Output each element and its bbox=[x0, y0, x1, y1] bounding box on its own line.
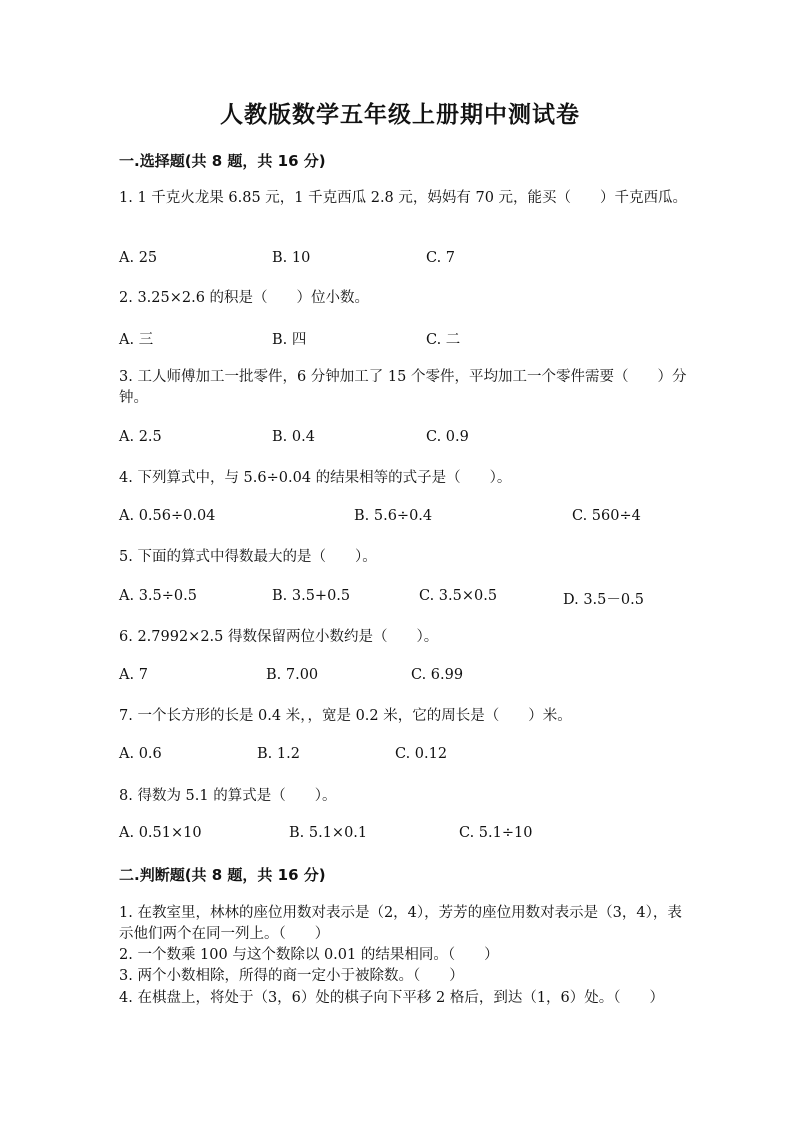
question-3-option-a: A. 2.5 bbox=[119, 429, 162, 445]
judgement-4-text: 4. 在棋盘上，将处于（3，6）处的棋子向下平移 2 格后，到达（1，6）处。（ ） bbox=[119, 990, 665, 1006]
question-3-option-b: B. 0.4 bbox=[272, 429, 315, 445]
question-4-option-a: A. 0.56÷0.04 bbox=[119, 508, 216, 524]
question-7-option-c: C. 0.12 bbox=[395, 746, 448, 762]
question-8-option-b: B. 5.1×0.1 bbox=[289, 825, 368, 841]
question-6-option-c: C. 6.99 bbox=[411, 667, 464, 683]
question-5-option-b: B. 3.5+0.5 bbox=[272, 588, 351, 604]
question-7-text: 7. 一个长方形的长是 0.4 米，，宽是 0.2 米，它的周长是（ ）米。 bbox=[119, 708, 572, 724]
question-6-text: 6. 2.7992×2.5 得数保留两位小数约是（ ）。 bbox=[119, 629, 439, 645]
question-5-option-d: D. 3.5－0.5 bbox=[563, 592, 644, 608]
question-8-option-a: A. 0.51×10 bbox=[119, 825, 202, 841]
question-4-text: 4. 下列算式中，与 5.6÷0.04 的结果相等的式子是（ ）。 bbox=[119, 470, 512, 486]
question-5-text: 5. 下面的算式中得数最大的是（ ）。 bbox=[119, 549, 377, 565]
question-3-text: 3. 工人师傅加工一批零件，6 分钟加工了 15 个零件，平均加工一个零件需要（ ）分钟。 bbox=[119, 369, 687, 406]
judgement-1-text: 1. 在教室里，林林的座位用数对表示是（2，4），芳芳的座位用数对表示是（3，4），表示他们两个在同一列上。（ ） bbox=[119, 905, 682, 942]
question-3-option-c: C. 0.9 bbox=[426, 429, 469, 445]
question-2-option-b: B. 四 bbox=[272, 332, 307, 348]
question-1-option-c: C. 7 bbox=[426, 250, 456, 266]
page-title: 人教版数学五年级上册期中测试卷 bbox=[220, 102, 580, 128]
question-8-text: 8. 得数为 5.1 的算式是（ ）。 bbox=[119, 788, 337, 804]
question-1-text: 1. 1 千克火龙果 6.85 元，1 千克西瓜 2.8 元，妈妈有 70 元，能买（ ）千克西瓜。 bbox=[119, 190, 688, 206]
question-5-option-a: A. 3.5÷0.5 bbox=[119, 588, 197, 604]
judgement-3-text: 3. 两个小数相除，所得的商一定小于被除数。（ ） bbox=[119, 968, 464, 984]
question-4-option-b: B. 5.6÷0.4 bbox=[354, 508, 433, 524]
question-2-option-c: C. 二 bbox=[426, 332, 461, 348]
question-8-option-c: C. 5.1÷10 bbox=[459, 825, 533, 841]
question-7-option-a: A. 0.6 bbox=[119, 746, 162, 762]
judgement-2-text: 2. 一个数乘 100 与这个数除以 0.01 的结果相同。（ ） bbox=[119, 947, 499, 963]
question-6-option-b: B. 7.00 bbox=[266, 667, 319, 683]
question-5-option-c: C. 3.5×0.5 bbox=[419, 588, 498, 604]
question-2-option-a: A. 三 bbox=[119, 332, 154, 348]
question-2-text: 2. 3.25×2.6 的积是（ ）位小数。 bbox=[119, 290, 370, 306]
question-4-option-c: C. 560÷4 bbox=[572, 508, 641, 524]
section-heading-choice: 一.选择题(共 8 题，共 16 分) bbox=[119, 152, 326, 170]
question-6-option-a: A. 7 bbox=[119, 667, 148, 683]
section-heading-judgement: 二.判断题(共 8 题，共 16 分) bbox=[119, 866, 326, 884]
question-1-option-a: A. 25 bbox=[119, 250, 158, 266]
question-1-option-b: B. 10 bbox=[272, 250, 311, 266]
question-7-option-b: B. 1.2 bbox=[257, 746, 300, 762]
